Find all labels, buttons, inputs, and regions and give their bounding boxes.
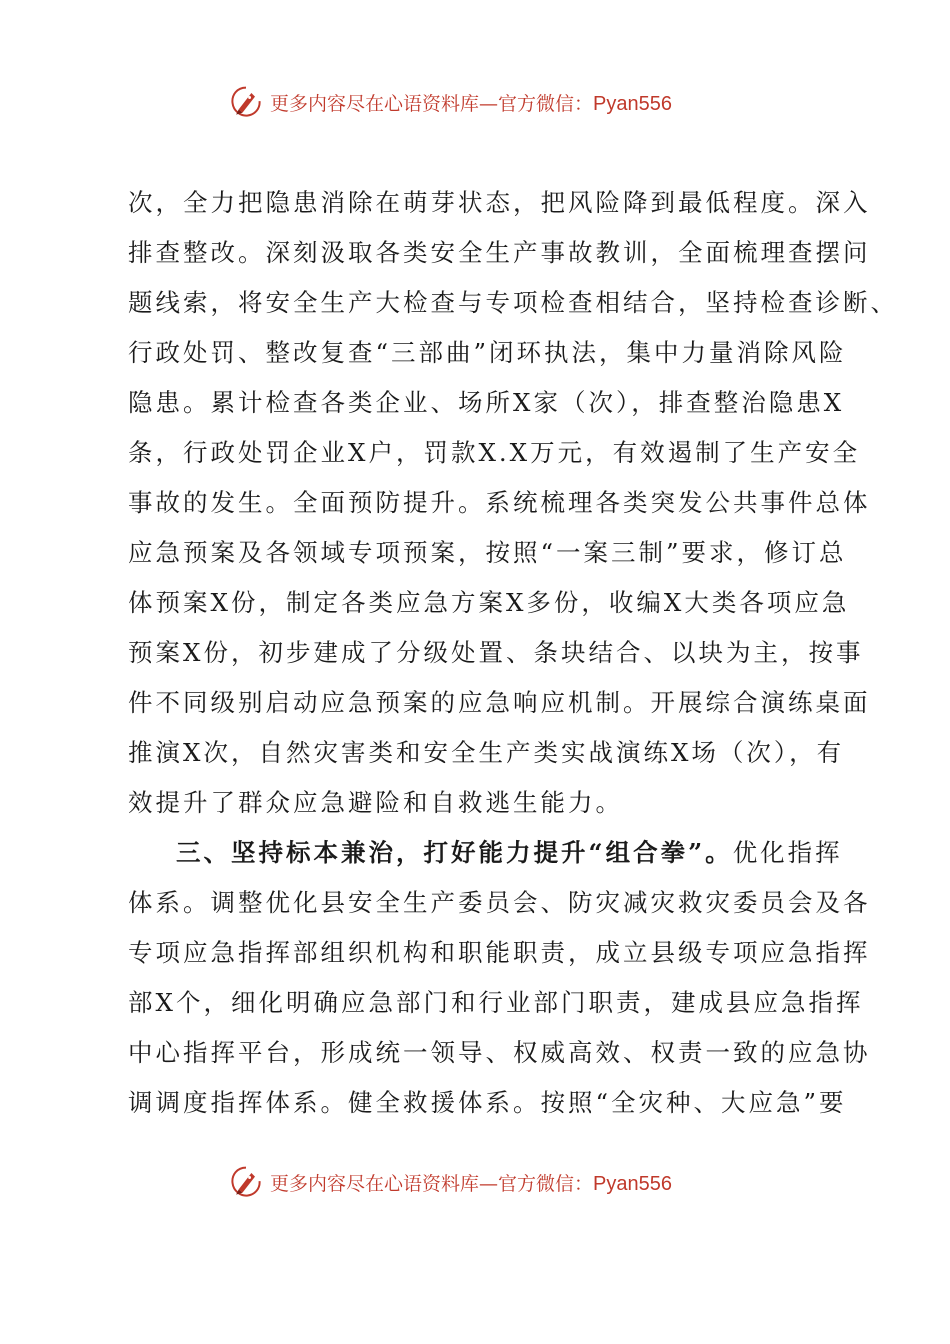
- pen-nib-logo-icon: [228, 84, 264, 120]
- banner-wechat-id: Pyan556: [593, 1172, 672, 1195]
- pen-nib-logo-icon: [228, 1164, 264, 1200]
- body-line: 事故的发生。全面预防提升。系统梳理各类突发公共事件总体: [128, 488, 871, 517]
- body-line: 体系。调整优化县安全生产委员会、防灾减灾救灾委员会及各: [128, 888, 871, 917]
- body-line: 题线索，将安全生产大检查与专项检查相结合，坚持检查诊断、: [128, 288, 898, 317]
- footer-banner-text: [270, 1169, 672, 1196]
- section-heading-continuation: 优化指挥: [732, 838, 843, 867]
- section-heading: 三、坚持标本兼治，打好能力提升“组合拳”。: [176, 838, 733, 867]
- document-body: [128, 178, 898, 1128]
- header-banner: [228, 82, 672, 122]
- body-line: 效提升了群众应急避险和自救逃生能力。: [128, 788, 623, 817]
- body-line: 应急预案及各领域专项预案，按照“一案三制”要求，修订总: [128, 538, 847, 567]
- footer-banner: [228, 1162, 672, 1202]
- body-line: 部X个，细化明确应急部门和行业部门职责，建成县应急指挥: [128, 988, 864, 1017]
- body-line: 隐患。累计检查各类企业、场所X家（次），排查整治隐患X: [128, 388, 845, 417]
- banner-promo-text: 更多内容尽在心语资料库—官方微信：: [270, 92, 594, 115]
- body-line: 次，全力把隐患消除在萌芽状态，把风险降到最低程度。深入: [128, 188, 871, 217]
- body-line: 条，行政处罚企业X户，罚款X.X万元，有效遏制了生产安全: [128, 438, 861, 467]
- body-line: 专项应急指挥部组织机构和职能职责，成立县级专项应急指挥: [128, 938, 871, 967]
- body-line: 体预案X份，制定各类应急方案X多份，收编X大类各项应急: [128, 588, 850, 617]
- banner-wechat-id: Pyan556: [593, 92, 672, 115]
- body-line: 件不同级别启动应急预案的应急响应机制。开展综合演练桌面: [128, 688, 871, 717]
- banner-promo-text: 更多内容尽在心语资料库—官方微信：: [270, 1172, 594, 1195]
- body-line: 推演X次，自然灾害类和安全生产类实战演练X场（次），有: [128, 738, 845, 767]
- body-line: 调调度指挥体系。健全救援体系。按照“全灾种、大应急”要: [128, 1088, 847, 1117]
- header-banner-text: [270, 89, 672, 116]
- body-line: 中心指挥平台，形成统一领导、权威高效、权责一致的应急协: [128, 1038, 871, 1067]
- body-line: 排查整改。深刻汲取各类安全生产事故教训，全面梳理查摆问: [128, 238, 871, 267]
- body-line: 预案X份，初步建成了分级处置、条块结合、以块为主，按事: [128, 638, 864, 667]
- section-heading-line: [128, 828, 848, 878]
- body-line: 行政处罚、整改复查“三部曲”闭环执法，集中力量消除风险: [128, 338, 847, 367]
